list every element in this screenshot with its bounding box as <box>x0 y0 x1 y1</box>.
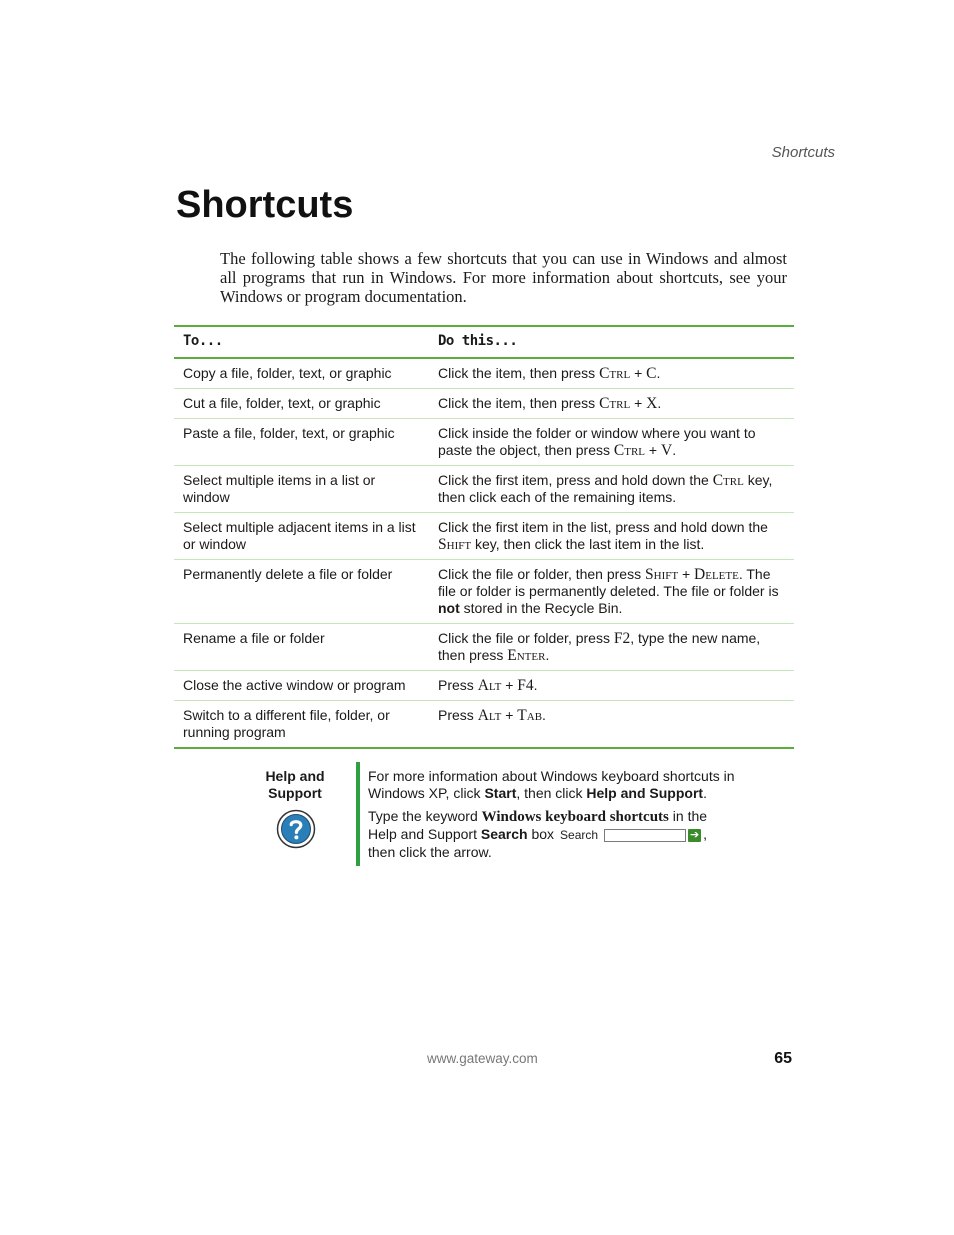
help-note <box>368 768 738 867</box>
footer-url: www.gateway.com <box>427 1051 538 1066</box>
action-text: Click inside the folder or window where you want to paste the object, then press <box>438 425 756 458</box>
note-text: . <box>703 785 707 801</box>
key-name: Enter <box>507 647 546 664</box>
key-name: X <box>646 395 658 412</box>
action-text: Click the first item in the list, press and hold down the <box>438 519 768 535</box>
task-cell: Copy a file, folder, text, or graphic <box>183 365 392 381</box>
search-ref: Search <box>480 826 528 842</box>
action-cell <box>429 419 794 466</box>
table-row <box>174 389 794 419</box>
note-text: , <box>703 826 707 842</box>
key-name: F4 <box>517 677 534 694</box>
action-text: + <box>501 707 518 723</box>
action-text: Click the file or folder, press <box>438 630 614 646</box>
table-row <box>174 358 794 389</box>
action-text: stored in the Recycle Bin. <box>459 600 623 616</box>
action-text: . <box>672 442 677 458</box>
action-text: . <box>533 677 538 693</box>
search-box-illustration <box>560 826 701 844</box>
table-row <box>174 560 794 624</box>
table-row <box>174 671 794 701</box>
page-title: Shortcuts <box>176 184 354 226</box>
action-text: Press <box>438 707 478 723</box>
note-text: , then click <box>516 785 587 801</box>
page-number: 65 <box>774 1050 792 1067</box>
help-support-ref: Help and Support <box>586 785 704 801</box>
action-cell <box>429 466 794 513</box>
note-label: Help and Support <box>265 768 325 801</box>
key-name: F2 <box>613 630 631 647</box>
key-name: Ctrl <box>712 472 744 489</box>
note-text: box <box>527 826 555 842</box>
note-accent-bar <box>356 762 360 866</box>
note-paragraph-1 <box>368 768 738 802</box>
table-row <box>174 513 794 560</box>
action-text: Click the file or folder, then press <box>438 566 645 582</box>
key-name: Shift <box>645 566 679 583</box>
key-name: Shift <box>438 536 472 553</box>
table-row <box>174 701 794 749</box>
action-cell <box>429 513 794 560</box>
action-text: + <box>630 365 647 381</box>
search-field-illustration <box>604 829 686 842</box>
task-cell: Select multiple items in a list or window <box>183 472 376 505</box>
action-text: Click the item, then press <box>438 365 600 381</box>
action-text: + <box>678 566 695 582</box>
table-header-row <box>174 326 794 358</box>
key-name: Ctrl <box>613 442 646 459</box>
table-row <box>174 419 794 466</box>
help-question-icon <box>276 809 316 849</box>
column-header-to: To... <box>183 333 223 349</box>
task-cell: Paste a file, folder, text, or graphic <box>183 425 395 441</box>
key-name: Ctrl <box>599 395 631 412</box>
task-cell: Permanently delete a file or folder <box>183 566 393 582</box>
task-cell: Close the active window or program <box>183 677 406 693</box>
action-text: . The file or folder is permanently deleted. The file or folder is <box>438 566 779 599</box>
key-name: Alt <box>477 677 502 694</box>
column-header-do-this: Do this... <box>438 333 518 349</box>
action-text: + <box>501 677 518 693</box>
action-cell <box>429 701 794 749</box>
intro-paragraph: The following table shows a few shortcuts that you can use in Windows and almost all programs that run in Windows. For more information about shortcuts, see your Windows or program documentation. <box>220 249 787 306</box>
action-text: . <box>656 365 661 381</box>
note-text: then click the arrow. <box>368 844 492 861</box>
action-cell <box>429 560 794 624</box>
key-name: Tab <box>517 707 543 724</box>
key-name: Ctrl <box>599 365 631 382</box>
action-text: Click the item, then press <box>438 395 600 411</box>
action-text: + <box>630 395 647 411</box>
action-text: . <box>545 647 550 663</box>
action-cell <box>429 358 794 389</box>
go-arrow-icon: ➔ <box>689 829 700 842</box>
key-name: C <box>646 365 657 382</box>
task-cell: Cut a file, folder, text, or graphic <box>183 395 381 411</box>
note-text: Type the keyword <box>368 808 482 824</box>
search-widget-label: Search <box>560 828 599 843</box>
note-text: For more information about Windows keyboard shortcuts in Windows XP, click <box>368 768 735 801</box>
action-cell <box>429 624 794 671</box>
action-text: Click the first item, press and hold down the <box>438 472 713 488</box>
emphasis: not <box>438 600 460 616</box>
table-row <box>174 466 794 513</box>
action-text: key, then click the last item in the list. <box>471 536 705 552</box>
task-cell: Rename a file or folder <box>183 630 325 646</box>
action-cell <box>429 671 794 701</box>
table-body <box>174 358 794 748</box>
key-name: Alt <box>477 707 502 724</box>
task-cell: Switch to a different file, folder, or running program <box>183 707 390 740</box>
action-text: + <box>645 442 661 458</box>
action-text: key, then click each of the remaining items. <box>438 472 773 505</box>
task-cell: Select multiple adjacent items in a list or window <box>183 519 416 552</box>
search-keyword: Windows keyboard shortcuts <box>481 809 669 825</box>
start-menu-ref: Start <box>484 785 517 801</box>
running-head: Shortcuts <box>771 144 835 161</box>
note-paragraph-2 <box>368 808 738 861</box>
action-text: . <box>657 395 662 411</box>
shortcuts-table <box>174 325 794 749</box>
key-name: Delete <box>694 566 739 583</box>
action-cell <box>429 389 794 419</box>
action-text: , type the new name, then press <box>438 630 761 663</box>
table-row <box>174 624 794 671</box>
action-text: Press <box>438 677 478 693</box>
action-text: . <box>542 707 546 723</box>
key-name: V <box>660 442 673 459</box>
note-text: in the Help and Support <box>368 808 708 842</box>
